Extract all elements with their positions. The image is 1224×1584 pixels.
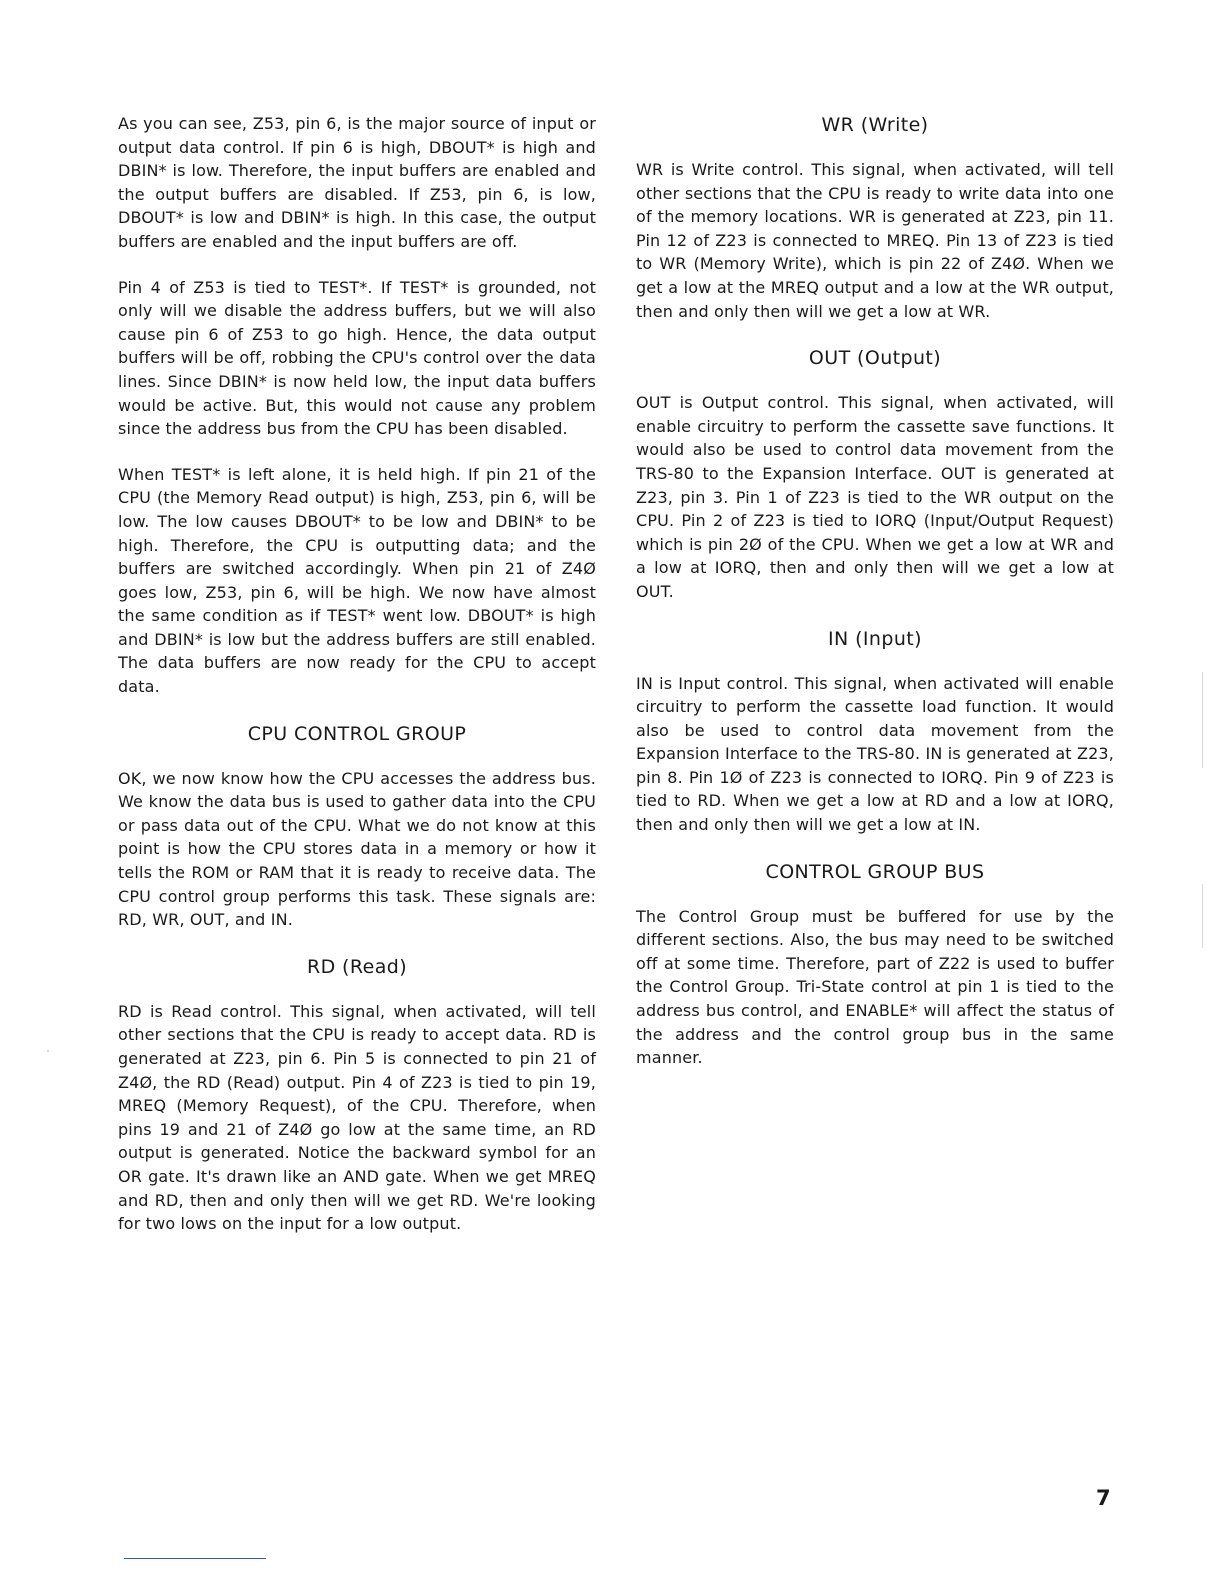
page-number: 7 [1096,1486,1111,1510]
scan-edge-mark [1202,884,1203,948]
scan-speck [47,1050,49,1052]
heading-out-output: OUT (Output) [808,347,942,370]
heading-wr-write: WR (Write) [821,114,929,136]
paragraph-test-pin: Pin 4 of Z53 is tied to TEST*. If TEST* is grounded, not only will we disable the address buffers, but we will also cause pin 6 of Z53 to go high. Hence, the data output buffers will be off, robbing the CPU's control over the data lines. Since DBIN* is now held low, the input data buffers would be active. But, this would not cause any problem since the address bus from the CPU has been disabled. [118,277,596,439]
paragraph-in-input: IN is Input control. This signal, when activated will enable circuitry to perform the cassette load function. It would also be used to control data movement from the Expansion Interface to the TRS-80. IN is generated at Z23, pin 8. Pin 1Ø of Z23 is connected to IORQ. Pin 9 of Z23 is tied to RD. When we get a low at RD and a low at IORQ, then and only then will we get a low at IN. [636,673,1114,835]
paragraph-data-control: As you can see, Z53, pin 6, is the major source of input or output data control. If pin 6 is high, DBOUT* is high and DBIN* is low. Therefore, the input buffers are enabled and the output buffers are disabled. If Z53, pin 6, is low, DBOUT* is low and DBIN* is high. In this case, the output buffers are enabled and the input buffers are off. [118,114,596,251]
footer-rule [124,1558,266,1559]
paragraph-test-left-alone: When TEST* is left alone, it is held high. If pin 21 of the CPU (the Memory Read output) is high, Z53, pin 6, will be low. The low causes DBOUT* to be low and DBIN* to be high. Therefore, the CPU is outputting data; and the buffers are switched accordingly. When pin 21 of Z4Ø goes low, Z53, pin 6, will be high. We now have almost the same condition as if TEST* went low. DBOUT* is high and DBIN* is low but the address buffers are still enabled. The data buffers are now ready for the CPU to accept data. [118,464,596,697]
scan-edge-mark [1202,672,1203,768]
heading-rd-read: RD (Read) [306,955,408,978]
paragraph-cpu-control-group: OK, we now know how the CPU accesses the address bus. We know the data bus is used to gather data into the CPU or pass data out of the CPU. What we do not know at this point is how the CPU stores data in a memory or how it tells the ROM or RAM that it is ready to receive data. The CPU control group performs this task. These signals are: RD, WR, OUT, and IN. [118,768,596,930]
paragraph-control-group-bus: The Control Group must be buffered for use by the different sections. Also, the bus may need to be switched off at some time. Therefore, part of Z22 is used to buffer the Control Group. Tri-State control at pin 1 is tied to the address bus control, and ENABLE* will affect the status of the address and the control group bus in the same manner. [636,906,1114,1068]
left-column [118,112,596,1236]
heading-in-input: IN (Input) [828,627,922,650]
paragraph-wr-write: WR is Write control. This signal, when activated, will tell other sections that the CPU is ready to write data into one of the memory locations. WR is generated at Z23, pin 11. Pin 12 of Z23 is connected to MREQ. Pin 13 of Z23 is tied to WR (Memory Write), which is pin 22 of Z4Ø. When we get a low at the MREQ output and a low at the WR output, then and only then will we get a low at WR. [636,160,1114,321]
right-column [636,112,1114,1070]
paragraph-out-output: OUT is Output control. This signal, when activated, will enable circuitry to perform the cassette save functions. It would also be used to control data movement from the TRS-80 to the Expansion Interface. OUT is generated at Z23, pin 3. Pin 1 of Z23 is tied to the WR output on the CPU. Pin 2 of Z23 is tied to IORQ (Input/Output Request) which is pin 2Ø of the CPU. When we get a low at WR and a low at IORQ, then and only then will we get a low at OUT. [636,393,1114,601]
heading-control-group-bus: CONTROL GROUP BUS [765,860,985,883]
heading-cpu-control-group: CPU CONTROL GROUP [247,722,467,745]
paragraph-rd-read: RD is Read control. This signal, when activated, will tell other sections that the CPU is ready to accept data. RD is generated at Z23, pin 6. Pin 5 is connected to pin 21 of Z4Ø, the RD (Read) output. Pin 4 of Z23 is tied to pin 19, MREQ (Memory Request), of the CPU. Therefore, when pins 19 and 21 of Z4Ø go low at the same time, an RD output is generated. Notice the backward symbol for an OR gate. It's drawn like an AND gate. When we get MREQ and RD, then and only then will we get RD. We're looking for two lows on the input for a low output. [118,1001,596,1234]
